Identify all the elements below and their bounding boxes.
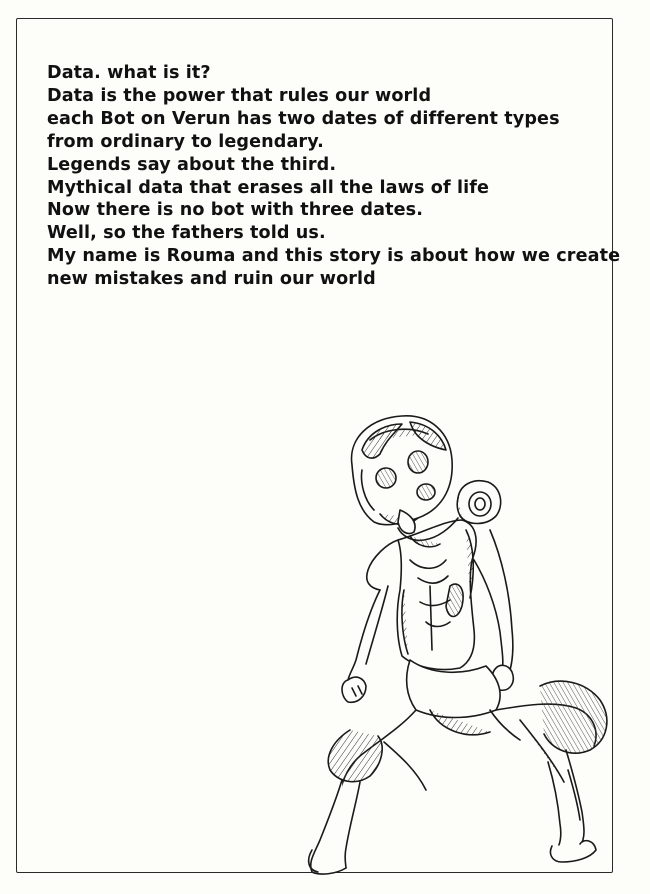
narration-line: from ordinary to legendary.: [47, 131, 324, 152]
narration-line: each Bot on Verun has two dates of different types: [47, 108, 560, 129]
narration-line: Data is the power that rules our world: [47, 85, 432, 106]
narration-line: new mistakes and ruin our world: [47, 269, 376, 290]
narration-line: My name is Rouma and this story is about how we create: [47, 246, 621, 267]
narration-line: Mythical data that erases all the laws of life: [47, 177, 490, 198]
narration-line: Now there is no bot with three dates.: [47, 200, 423, 221]
right-arm: [474, 530, 513, 690]
shoulder-orb: [457, 481, 500, 524]
narration-line: Legends say about the third.: [47, 154, 337, 175]
narration-text: [47, 62, 621, 291]
pants: [328, 660, 607, 816]
head: [352, 416, 453, 534]
left-arm: [342, 586, 388, 702]
robot-character-drawing: [290, 410, 620, 880]
narration-line: Well, so the fathers told us.: [47, 223, 326, 244]
narration-line: Data. what is it?: [47, 63, 211, 83]
